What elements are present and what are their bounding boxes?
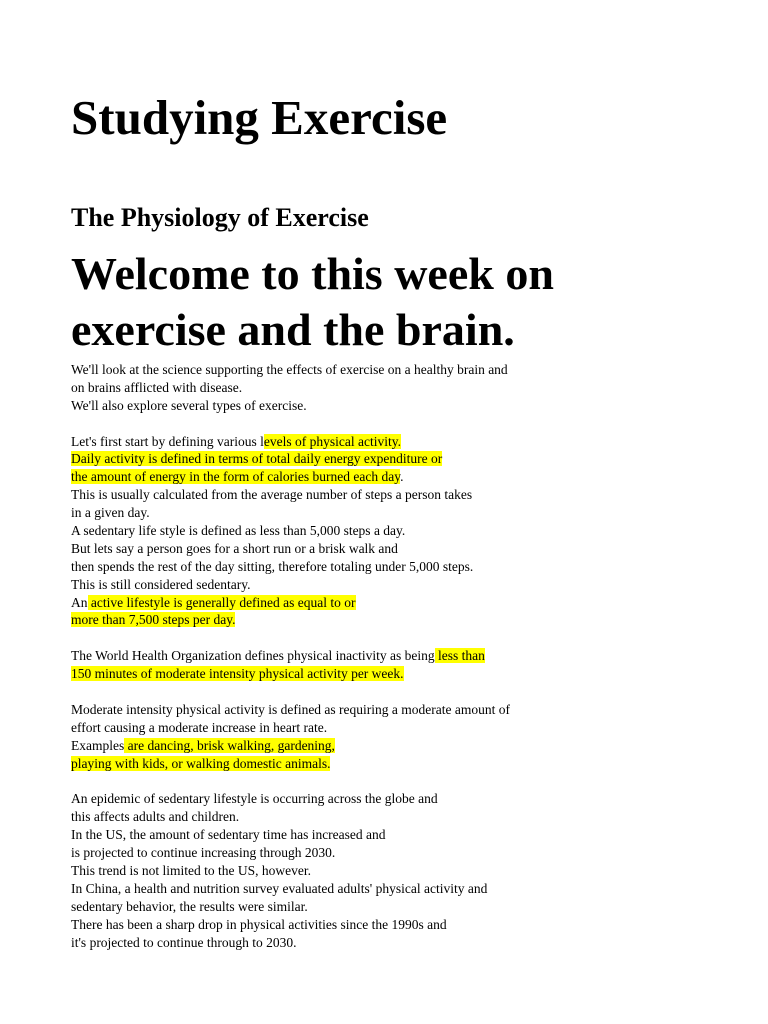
body-line [71,844,711,862]
body-line [71,540,711,558]
body-text-run: In China, a health and nutrition survey evaluated adults' physical activity and [71,880,488,896]
body-line [71,433,711,451]
body-line [71,522,711,540]
blank-line [71,629,711,647]
blank-line [71,772,711,790]
body-text-run: it's projected to continue through to 2030. [71,934,297,950]
body-line [71,468,711,486]
highlighted-text: playing with kids, or walking domestic animals. [71,755,331,771]
body-line [71,826,711,844]
document-subtitle: The Physiology of Exercise [71,203,369,232]
body-text [71,361,711,951]
body-text-run: In the US, the amount of sedentary time has increased and [71,827,386,843]
body-text-run: Let's first start by defining various l [71,433,264,449]
body-text-run: We'll look at the science supporting the effects of exercise on a healthy brain and [71,362,508,377]
body-text-run: on brains afflicted with disease. [71,379,243,395]
body-text-run: is projected to continue increasing through 2030. [71,845,336,861]
body-text-run: this affects adults and children. [71,809,240,825]
blank-line [71,683,711,701]
body-text-run: Moderate intensity physical activity is defined as requiring a moderate amount of [71,701,510,717]
body-line [71,379,711,397]
body-line [71,808,711,826]
body-text-run: effort causing a moderate increase in heart rate. [71,719,328,735]
body-line [71,558,711,576]
body-line [71,737,711,755]
body-text-run: Examples [71,737,125,753]
body-line [71,504,711,522]
body-text-run: . [400,469,404,485]
body-line [71,701,711,719]
body-text-run: An epidemic of sedentary lifestyle is occurring across the globe and [71,791,438,807]
body-text-run: The World Health Organization defines physical inactivity as being [71,648,435,664]
body-text-run: This is still considered sedentary. [71,576,251,592]
body-line [71,880,711,898]
body-line [71,594,711,612]
body-line [71,916,711,934]
document-title: Studying Exercise [71,90,448,145]
highlighted-text: are dancing, brisk walking, gardening, [124,737,335,753]
highlighted-text: Daily activity is defined in terms of total daily energy expenditure or [71,451,443,467]
highlighted-text: less than [434,648,485,664]
body-text-run: A sedentary life style is defined as less than 5,000 steps a day. [71,523,406,539]
body-text-run: But lets say a person goes for a short run or a brisk walk and [71,540,398,556]
body-line [71,397,711,415]
section-heading: Welcome to this week on exercise and the brain. [71,248,554,355]
body-text-run: There has been a sharp drop in physical activities since the 1990s and [71,916,447,932]
body-text-run: An [71,594,88,610]
body-line [71,665,711,683]
body-line [71,647,711,665]
body-line [71,450,711,468]
body-text-run: sedentary behavior, the results were similar. [71,898,308,914]
body-line [71,611,711,629]
blank-line [71,415,711,433]
body-line [71,898,711,916]
body-text-run: then spends the rest of the day sitting, therefore totaling under 5,000 steps. [71,558,474,574]
highlighted-text: 150 minutes of moderate intensity physical activity per week. [71,666,404,682]
body-line [71,934,711,952]
highlighted-text: evels of physical activity. [263,433,401,449]
body-line [71,862,711,880]
highlighted-text: active lifestyle is generally defined as equal to or [87,594,356,610]
body-line [71,486,711,504]
body-text-run: This is usually calculated from the average number of steps a person takes [71,487,473,503]
highlighted-text: more than 7,500 steps per day. [71,612,236,628]
body-text-run: This trend is not limited to the US, however. [71,862,311,878]
body-line [71,576,711,594]
body-line [71,719,711,737]
body-line [71,361,711,379]
body-text-run: We'll also explore several types of exercise. [71,397,307,413]
body-line [71,755,711,773]
body-line [71,790,711,808]
body-text-run: in a given day. [71,505,150,521]
highlighted-text: the amount of energy in the form of calories burned each day [71,469,401,485]
